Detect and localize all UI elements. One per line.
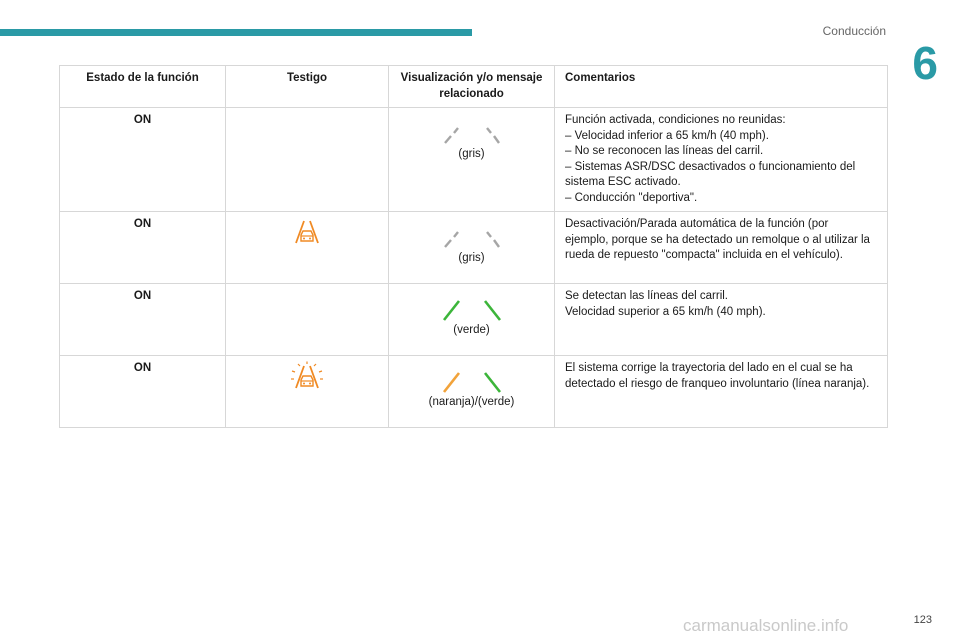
comment-line: Velocidad superior a 65 km/h (40 mph). — [565, 305, 766, 318]
warning-light-cell — [226, 356, 389, 428]
display-caption: (naranja)/(verde) — [428, 396, 515, 408]
header-state: Estado de la función — [60, 66, 226, 108]
lane-keeping-warning-icon — [293, 219, 321, 245]
accent-bar — [0, 29, 472, 36]
comment-line: Desactivación/Parada automática de la función (por ejemplo, porque se ha detectado un remolque o al utilizar la rueda de repuesto "compacta" incluida en el vehículo). — [565, 218, 870, 261]
state-cell: ON — [60, 108, 226, 212]
comment-line: Se detectan las líneas del carril. — [565, 290, 729, 302]
lane-lines-green-icon — [437, 299, 507, 321]
watermark: carmanualsonline.info — [683, 616, 849, 635]
header-warning-light: Testigo — [226, 66, 389, 108]
table-row — [60, 108, 888, 212]
comment-line: Función activada, condiciones no reunidas: — [565, 114, 786, 126]
display-cell — [389, 356, 555, 428]
display-caption: (gris) — [458, 252, 485, 264]
comment-cell — [555, 356, 888, 428]
section-title: Conducción — [822, 24, 886, 38]
display-caption: (gris) — [458, 148, 485, 160]
lane-lines-gray-icon — [437, 123, 507, 145]
lane-keeping-active-warning-icon — [290, 361, 324, 389]
state-cell: ON — [60, 356, 226, 428]
display-cell — [389, 212, 555, 284]
display-cell — [389, 108, 555, 212]
comment-line: El sistema corrige la trayectoria del lado en el cual se ha detectado el riesgo de franqueo involuntario (línea naranja). — [565, 362, 870, 390]
page-number: 123 — [913, 614, 932, 626]
comment-line: – No se reconocen las líneas del carril. — [565, 145, 764, 157]
header-comments: Comentarios — [555, 66, 888, 108]
function-status-table — [59, 65, 888, 428]
table-row — [60, 212, 888, 284]
comment-cell — [555, 284, 888, 356]
warning-light-cell — [226, 212, 389, 284]
table-row — [60, 356, 888, 428]
header-display: Visualización y/o mensaje relacionado — [389, 66, 555, 108]
display-cell — [389, 284, 555, 356]
warning-light-cell — [226, 284, 389, 356]
comment-line: – Sistemas ASR/DSC desactivados o funcionamiento del sistema ESC activado. — [565, 160, 856, 188]
table-header-row — [60, 66, 888, 108]
comment-cell — [555, 108, 888, 212]
table-row — [60, 284, 888, 356]
state-cell: ON — [60, 212, 226, 284]
warning-light-cell — [226, 108, 389, 212]
lane-lines-orange-green-icon — [437, 371, 507, 393]
display-caption: (verde) — [453, 324, 490, 336]
lane-lines-gray-icon — [437, 227, 507, 249]
state-cell: ON — [60, 284, 226, 356]
comment-line: – Velocidad inferior a 65 km/h (40 mph). — [565, 129, 769, 142]
chapter-number: 6 — [912, 37, 938, 89]
comment-cell — [555, 212, 888, 284]
comment-line: – Conducción "deportiva". — [565, 191, 698, 204]
